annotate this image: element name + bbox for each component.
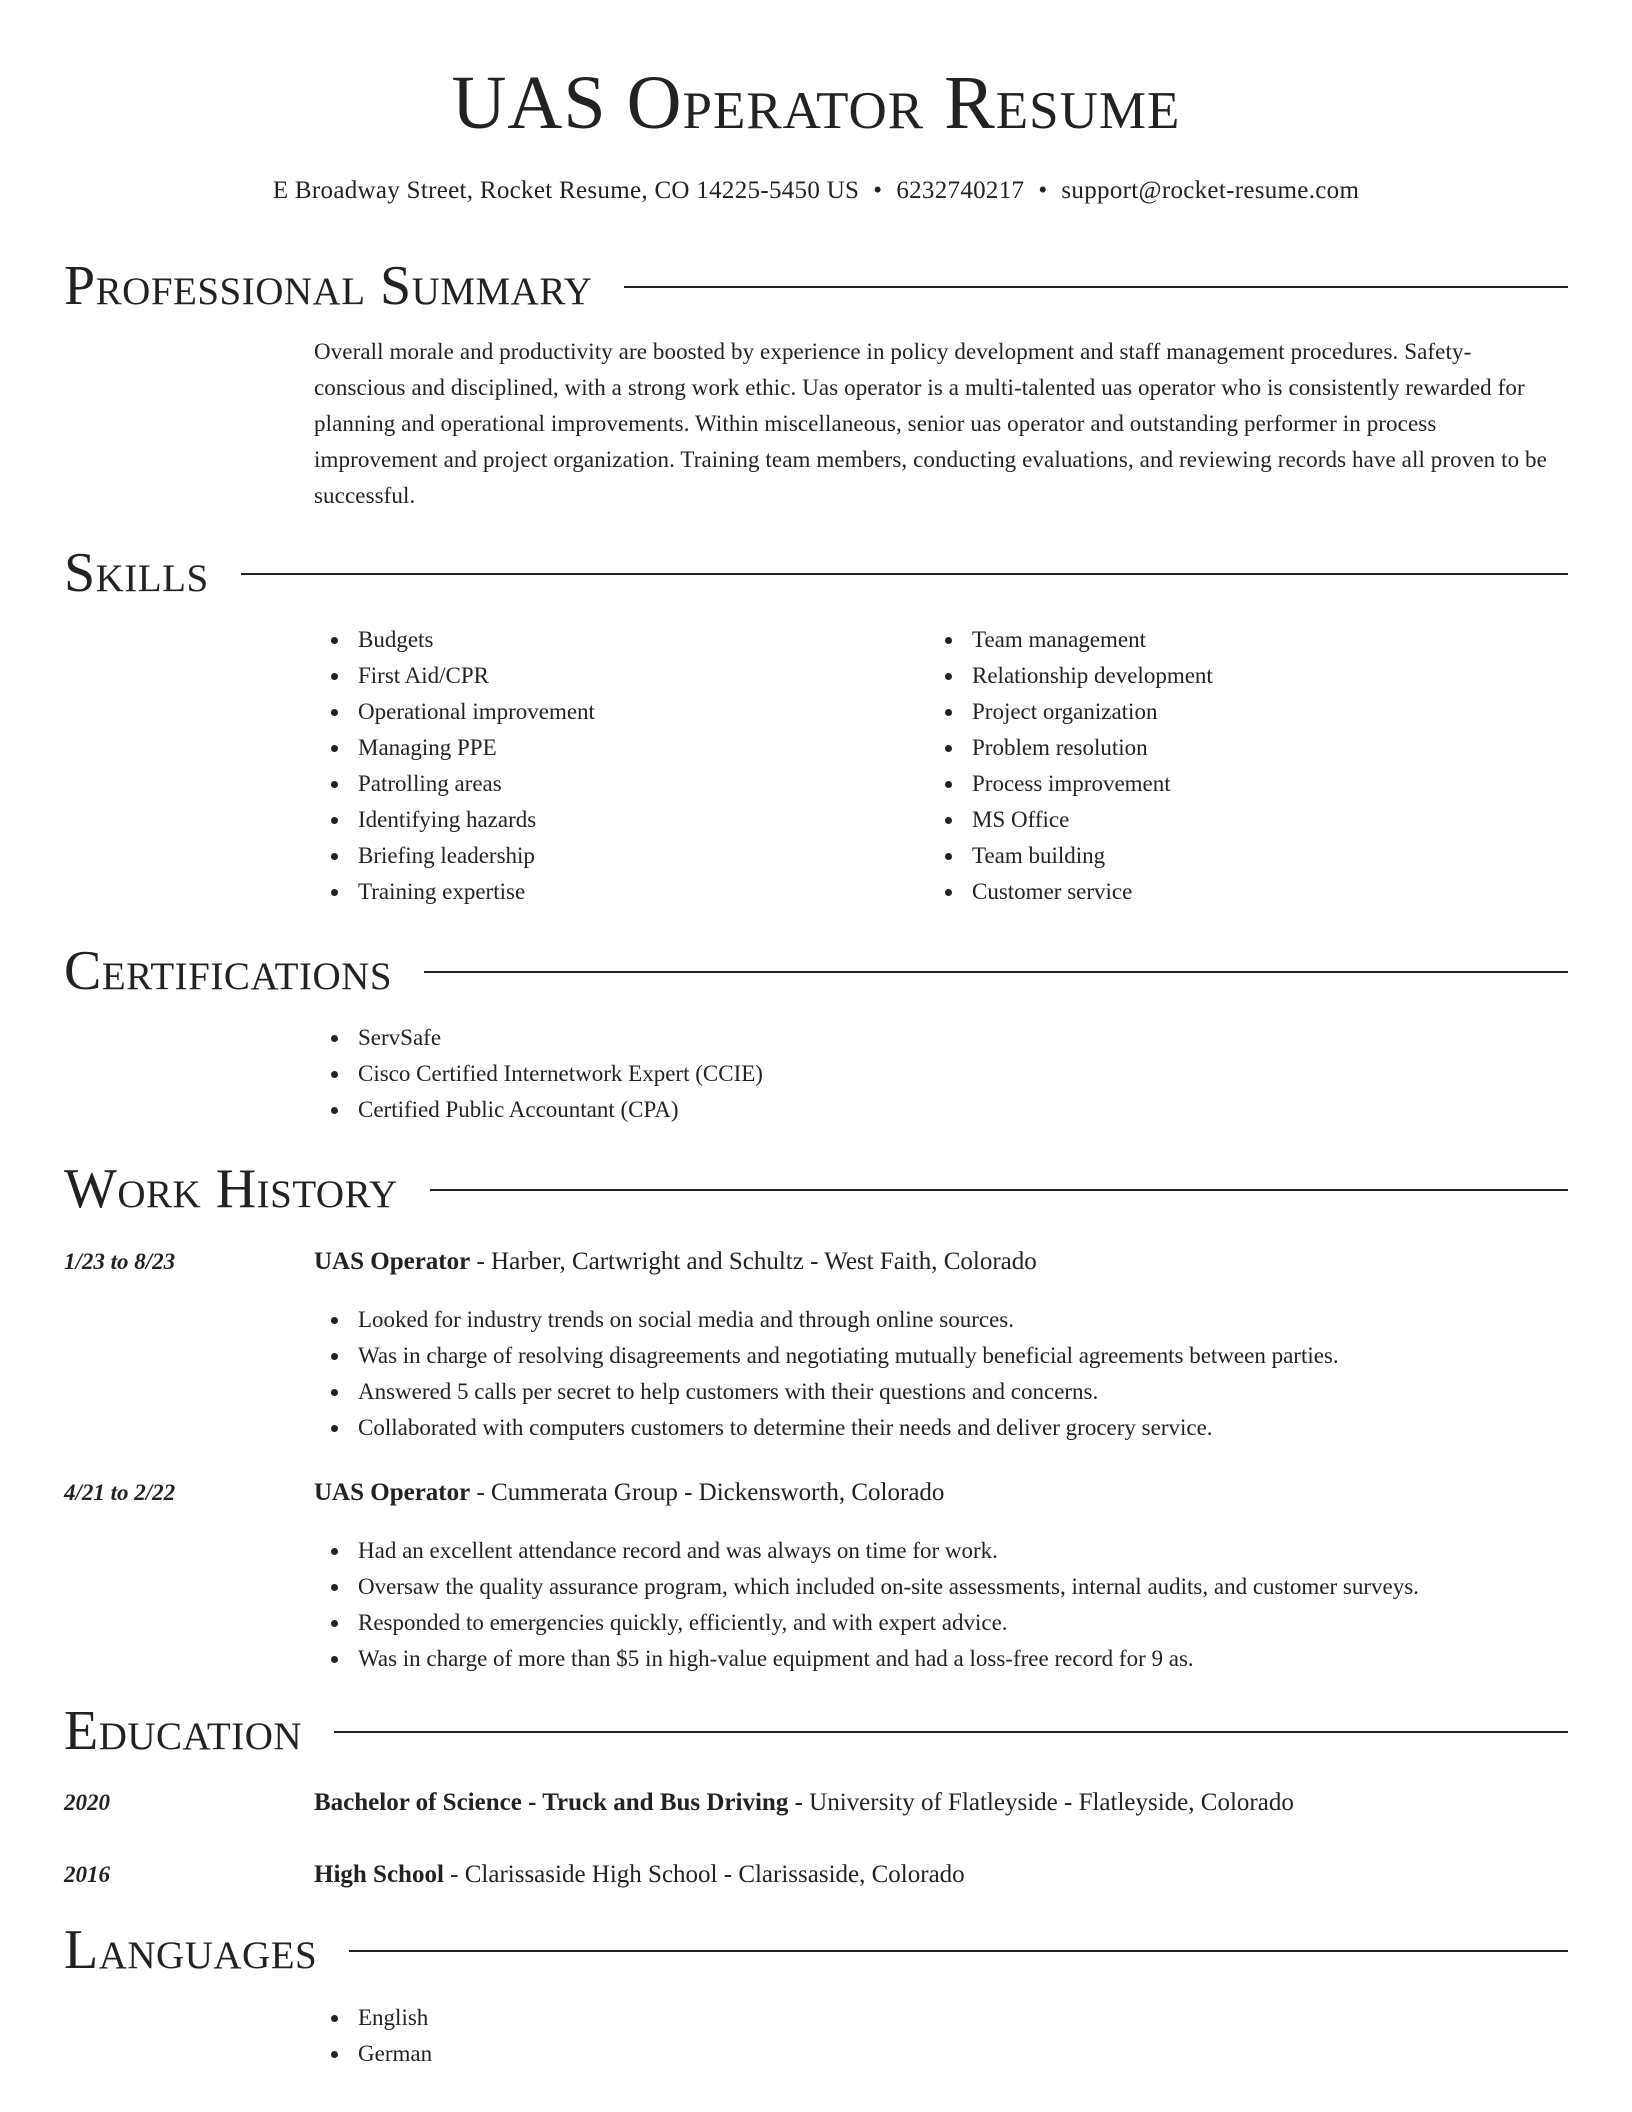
education-degree: Bachelor of Science - Truck and Bus Driving <box>314 1789 789 1816</box>
job-details: - Cummerata Group - Dickensworth, Colorado <box>470 1479 945 1506</box>
job-bullet: Responded to emergencies quickly, efficiently, and with expert advice. <box>314 1605 1419 1641</box>
skill-item: Relationship development <box>928 658 1213 694</box>
skill-item: Project organization <box>928 694 1213 730</box>
job-bullet: Was in charge of more than $5 in high-value equipment and had a loss-free record for 9 as. <box>314 1641 1419 1677</box>
section-divider <box>624 286 1568 288</box>
section-divider <box>424 971 1568 973</box>
skill-item: Managing PPE <box>314 730 595 766</box>
section-heading: Professional Summary <box>64 255 593 317</box>
section-education-header <box>64 1699 1568 1763</box>
language-item: English <box>314 2000 432 2036</box>
skills-column-left <box>314 622 595 910</box>
section-divider <box>334 1731 1568 1733</box>
skill-item: Team building <box>928 838 1213 874</box>
section-heading: Education <box>64 1700 303 1762</box>
job-bullet: Answered 5 calls per secret to help customers with their questions and concerns. <box>314 1374 1339 1410</box>
job-heading <box>314 1244 1037 1280</box>
job-details: - Harber, Cartwright and Schultz - West Faith, Colorado <box>470 1248 1037 1275</box>
resume-title: UAS Operator Resume <box>451 61 1181 145</box>
section-summary-header <box>64 254 1568 318</box>
section-divider <box>430 1189 1568 1191</box>
section-skills-header <box>64 541 1568 605</box>
job-dates: 4/21 to 2/22 <box>64 1480 176 1505</box>
contact-email: support@rocket-resume.com <box>1061 177 1360 204</box>
section-languages-header <box>64 1918 1568 1982</box>
skill-item: Budgets <box>314 622 595 658</box>
language-item: German <box>314 2036 432 2072</box>
education-heading <box>314 1857 965 1893</box>
skill-item: Operational improvement <box>314 694 595 730</box>
education-details: - Clarissaside High School - Clarissaside, Colorado <box>443 1861 965 1888</box>
skill-item: Process improvement <box>928 766 1213 802</box>
skill-item: First Aid/CPR <box>314 658 595 694</box>
section-divider <box>349 1950 1568 1952</box>
job-bullet: Was in charge of resolving disagreements and negotiating mutually beneficial agreements between parties. <box>314 1338 1339 1374</box>
job-bullets <box>314 1533 1419 1677</box>
contact-phone: 6232740217 <box>896 177 1025 204</box>
skill-item: MS Office <box>928 802 1213 838</box>
certification-item: Certified Public Accountant (CPA) <box>314 1092 763 1128</box>
summary-text: Overall morale and productivity are boosted by experience in policy development and staff management procedures. Safety-conscious and disciplined, with a strong work ethic. Uas operator is a multi-talented uas operator who is consistently rewarded for planning and operational improvements. Within miscellaneous, senior uas operator and outstanding performer in process improvement and project organization. Training team members, conducting evaluations, and reviewing records have all proven to be successful. <box>314 339 1547 508</box>
job-bullet: Had an excellent attendance record and was always on time for work. <box>314 1533 1419 1569</box>
skill-item: Problem resolution <box>928 730 1213 766</box>
job-bullets <box>314 1302 1339 1446</box>
skill-item: Patrolling areas <box>314 766 595 802</box>
skill-item: Identifying hazards <box>314 802 595 838</box>
certifications-list <box>314 1020 763 1128</box>
section-certifications-header <box>64 939 1568 1003</box>
contact-address: E Broadway Street, Rocket Resume, CO 14225-5450 US <box>272 177 860 204</box>
skill-item: Briefing leadership <box>314 838 595 874</box>
job-title: UAS Operator <box>314 1479 471 1506</box>
job-bullet: Oversaw the quality assurance program, which included on-site assessments, internal audits, and customer surveys. <box>314 1569 1419 1605</box>
contact-line <box>64 176 1568 206</box>
education-year: 2016 <box>64 1862 110 1887</box>
section-heading: Languages <box>64 1919 318 1981</box>
job-heading <box>314 1475 944 1511</box>
certification-item: Cisco Certified Internetwork Expert (CCIE) <box>314 1056 763 1092</box>
section-heading: Skills <box>64 542 209 604</box>
section-heading: Work History <box>64 1158 398 1220</box>
skill-item: Customer service <box>928 874 1213 910</box>
education-heading <box>314 1785 1294 1821</box>
section-divider <box>241 573 1568 575</box>
education-year: 2020 <box>64 1790 110 1815</box>
certification-item: ServSafe <box>314 1020 763 1056</box>
job-bullet: Looked for industry trends on social media and through online sources. <box>314 1302 1339 1338</box>
job-title: UAS Operator <box>314 1248 471 1275</box>
section-work-header <box>64 1157 1568 1221</box>
contact-separator: • <box>1038 177 1048 204</box>
job-bullet: Collaborated with computers customers to determine their needs and deliver grocery service. <box>314 1410 1339 1446</box>
skill-item: Training expertise <box>314 874 595 910</box>
contact-separator: • <box>873 177 883 204</box>
job-dates: 1/23 to 8/23 <box>64 1249 176 1274</box>
section-heading: Certifications <box>64 940 393 1002</box>
languages-list <box>314 2000 432 2072</box>
skill-item: Team management <box>928 622 1213 658</box>
education-degree: High School <box>314 1861 444 1888</box>
skills-column-right <box>928 622 1213 910</box>
education-details: - University of Flatleyside - Flatleyside, Colorado <box>788 1789 1294 1816</box>
